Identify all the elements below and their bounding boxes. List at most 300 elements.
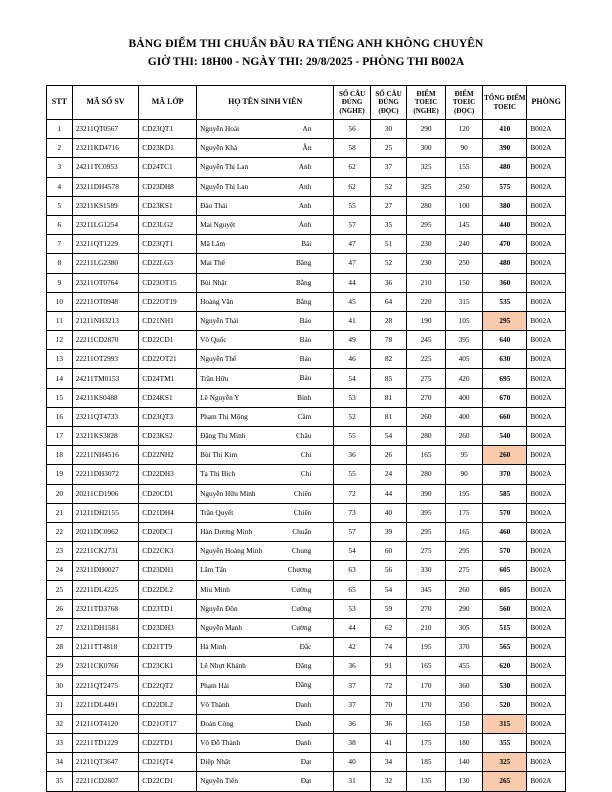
row-room: B002A	[527, 235, 566, 254]
row-class-code: CD23OT15	[139, 273, 197, 292]
row-surname: Nguyễn Mạnh	[200, 622, 243, 632]
row-room: B002A	[527, 446, 566, 465]
table-row	[47, 331, 566, 350]
row-stt: 8	[47, 254, 73, 273]
row-listening-score: 175	[407, 734, 446, 753]
row-reading-score: 315	[445, 292, 483, 311]
row-stt: 14	[47, 369, 73, 388]
row-room: B002A	[527, 427, 566, 446]
row-room: B002A	[527, 657, 566, 676]
row-stt: 16	[47, 407, 73, 426]
row-reading-correct: 82	[370, 350, 406, 369]
row-reading-score: 305	[445, 618, 483, 637]
row-listening-correct: 55	[334, 427, 370, 446]
row-reading-score: 400	[445, 407, 483, 426]
row-full-name	[197, 215, 334, 234]
row-room: B002A	[527, 580, 566, 599]
row-total-score: 470	[483, 235, 527, 254]
table-row	[47, 292, 566, 311]
row-full-name	[197, 580, 334, 599]
row-total-score: 605	[483, 580, 527, 599]
row-total-score: 370	[483, 465, 527, 484]
row-total-score: 315	[483, 714, 527, 733]
table-row	[47, 484, 566, 503]
row-class-code: CD21QT4	[139, 753, 197, 772]
row-student-id: 23211KS1589	[72, 196, 138, 215]
row-given-name: Bình	[297, 392, 312, 402]
row-stt: 32	[47, 714, 73, 733]
row-surname: Nguyễn Thị Lan	[200, 162, 249, 172]
row-student-id: 23211QT1229	[72, 235, 138, 254]
row-given-name: Danh	[295, 699, 312, 709]
row-class-code: CD23LG2	[139, 215, 197, 234]
row-class-code: CD21DH4	[139, 503, 197, 522]
row-student-id: 20211DC0962	[72, 522, 138, 541]
row-reading-score: 150	[445, 273, 483, 292]
row-room: B002A	[527, 503, 566, 522]
row-class-code: CD22DL2	[139, 580, 197, 599]
row-class-code: CD20CD1	[139, 484, 197, 503]
row-reading-correct: 78	[370, 331, 406, 350]
row-full-name	[197, 676, 334, 695]
row-listening-correct: 65	[334, 580, 370, 599]
row-room: B002A	[527, 676, 566, 695]
row-stt: 30	[47, 676, 73, 695]
row-full-name	[197, 427, 334, 446]
row-surname: Trần Hữu	[200, 373, 229, 383]
row-student-id: 21211OT4120	[72, 714, 138, 733]
row-surname: Miu Minh	[200, 584, 230, 594]
row-student-id: 23211KD4716	[72, 139, 138, 158]
row-total-score: 325	[483, 753, 527, 772]
row-given-name: Cường	[291, 584, 312, 594]
row-stt: 17	[47, 427, 73, 446]
row-listening-correct: 63	[334, 561, 370, 580]
row-listening-correct: 73	[334, 503, 370, 522]
row-listening-score: 325	[407, 177, 446, 196]
row-listening-score: 135	[407, 772, 446, 791]
row-surname: Đặng Thị Minh	[200, 431, 246, 441]
row-room: B002A	[527, 158, 566, 177]
row-given-name: Chi	[300, 469, 312, 479]
row-full-name	[197, 561, 334, 580]
row-reading-correct: 44	[370, 484, 406, 503]
table-row	[47, 695, 566, 714]
row-student-id: 23211DH4578	[72, 177, 138, 196]
row-total-score: 570	[483, 542, 527, 561]
row-reading-score: 395	[445, 331, 483, 350]
row-surname: Nguyễn Khả	[200, 143, 238, 153]
row-total-score: 630	[483, 350, 527, 369]
row-full-name	[197, 695, 334, 714]
row-total-score: 380	[483, 196, 527, 215]
row-given-name: Ánh	[298, 219, 312, 229]
row-total-score: 575	[483, 177, 527, 196]
row-class-code: CD23DH1	[139, 561, 197, 580]
table-row	[47, 158, 566, 177]
row-given-name: Danh	[295, 738, 312, 747]
row-listening-correct: 54	[334, 542, 370, 561]
row-class-code: CD23TD1	[139, 599, 197, 618]
row-surname: Hà Minh	[200, 642, 227, 652]
row-reading-score: 260	[445, 580, 483, 599]
row-reading-correct: 64	[370, 292, 406, 311]
row-listening-score: 295	[407, 522, 446, 541]
row-listening-correct: 44	[334, 273, 370, 292]
row-reading-score: 295	[445, 542, 483, 561]
table-row	[47, 561, 566, 580]
row-listening-correct: 47	[334, 254, 370, 273]
row-class-code: CD22LG3	[139, 254, 197, 273]
row-reading-correct: 70	[370, 695, 406, 714]
table-row	[47, 235, 566, 254]
row-stt: 2	[47, 139, 73, 158]
row-given-name: Chiến	[293, 507, 312, 517]
row-stt: 13	[47, 350, 73, 369]
row-given-name: Đạt	[300, 776, 312, 786]
row-total-score: 670	[483, 388, 527, 407]
row-stt: 5	[47, 196, 73, 215]
row-listening-correct: 49	[334, 331, 370, 350]
row-stt: 25	[47, 580, 73, 599]
row-student-id: 23211LG1254	[72, 215, 138, 234]
row-listening-score: 230	[407, 235, 446, 254]
row-listening-score: 165	[407, 714, 446, 733]
row-given-name: An	[302, 124, 312, 133]
row-surname: Nguyễn Hữu Minh	[200, 488, 256, 498]
row-surname: Bùi Nhật	[200, 277, 227, 287]
row-room: B002A	[527, 196, 566, 215]
row-listening-correct: 62	[334, 158, 370, 177]
row-reading-correct: 35	[370, 215, 406, 234]
row-listening-score: 210	[407, 618, 446, 637]
row-surname: Nguyễn Thế	[200, 354, 237, 364]
row-reading-score: 400	[445, 388, 483, 407]
row-reading-score: 130	[445, 772, 483, 791]
row-reading-correct: 91	[370, 657, 406, 676]
row-reading-correct: 34	[370, 753, 406, 772]
row-listening-correct: 36	[334, 446, 370, 465]
row-surname: Đoàn Công	[200, 718, 234, 728]
row-student-id: 24211TC0953	[72, 158, 138, 177]
row-student-id: 22211CD2870	[72, 331, 138, 350]
row-student-id: 21211QT3647	[72, 753, 138, 772]
row-given-name: Đạt	[300, 757, 312, 767]
row-listening-correct: 40	[334, 753, 370, 772]
row-total-score: 410	[483, 120, 527, 139]
row-listening-score: 395	[407, 503, 446, 522]
row-reading-score: 120	[445, 120, 483, 139]
row-stt: 23	[47, 542, 73, 561]
row-stt: 11	[47, 311, 73, 330]
row-full-name	[197, 772, 334, 791]
row-total-score: 605	[483, 561, 527, 580]
row-total-score: 355	[483, 734, 527, 753]
row-listening-correct: 37	[334, 676, 370, 695]
row-listening-correct: 52	[334, 407, 370, 426]
row-surname: Trần Quyết	[200, 507, 234, 517]
row-reading-correct: 26	[370, 446, 406, 465]
row-class-code: CD23QT3	[139, 407, 197, 426]
row-total-score: 540	[483, 427, 527, 446]
table-row	[47, 177, 566, 196]
row-room: B002A	[527, 177, 566, 196]
header-listening-score: ĐIỂM TOEIC (NGHE)	[407, 86, 446, 120]
row-given-name: Anh	[298, 200, 312, 210]
row-given-name: Chiến	[293, 488, 312, 498]
row-surname: Mã Lâm	[200, 239, 226, 249]
row-listening-score: 330	[407, 561, 446, 580]
row-stt: 6	[47, 215, 73, 234]
row-student-id: 23211QT4733	[72, 407, 138, 426]
row-full-name	[197, 254, 334, 273]
row-reading-score: 260	[445, 427, 483, 446]
row-listening-correct: 36	[334, 657, 370, 676]
table-row	[47, 254, 566, 273]
row-room: B002A	[527, 638, 566, 657]
row-reading-correct: 54	[370, 580, 406, 599]
row-reading-score: 140	[445, 753, 483, 772]
row-full-name	[197, 714, 334, 733]
row-student-id: 22211DL4491	[72, 695, 138, 714]
table-row	[47, 542, 566, 561]
row-room: B002A	[527, 120, 566, 139]
row-reading-correct: 59	[370, 599, 406, 618]
row-reading-correct: 60	[370, 542, 406, 561]
row-room: B002A	[527, 331, 566, 350]
row-student-id: 21211DH2155	[72, 503, 138, 522]
row-listening-correct: 47	[334, 235, 370, 254]
row-given-name: Anh	[298, 162, 312, 172]
row-student-id: 23211DH1581	[72, 618, 138, 637]
row-reading-correct: 40	[370, 503, 406, 522]
row-full-name	[197, 369, 334, 388]
row-surname: Đào Thái	[200, 200, 228, 210]
row-room: B002A	[527, 465, 566, 484]
row-reading-score: 145	[445, 215, 483, 234]
row-room: B002A	[527, 772, 566, 791]
row-listening-score: 170	[407, 695, 446, 714]
row-total-score: 560	[483, 599, 527, 618]
row-surname: Nguyễn Hoàng Minh	[200, 546, 263, 556]
row-total-score: 260	[483, 446, 527, 465]
row-total-score: 570	[483, 503, 527, 522]
row-room: B002A	[527, 734, 566, 753]
row-room: B002A	[527, 369, 566, 388]
row-reading-correct: 52	[370, 254, 406, 273]
row-surname: Nguyễn Đôn	[200, 603, 238, 613]
row-reading-correct: 51	[370, 235, 406, 254]
exam-info: GIỜ THI: 18H00 - NGÀY THI: 29/8/2025 - PHÒNG THI B002A	[147, 56, 465, 68]
row-given-name: Báu	[299, 373, 312, 383]
row-given-name: Chi	[300, 450, 312, 460]
table-row	[47, 465, 566, 484]
row-student-id: 22211CK2731	[72, 542, 138, 561]
row-reading-correct: 54	[370, 427, 406, 446]
row-reading-correct: 56	[370, 561, 406, 580]
row-reading-score: 150	[445, 714, 483, 733]
table-row	[47, 676, 566, 695]
row-stt: 29	[47, 657, 73, 676]
row-stt: 20	[47, 484, 73, 503]
row-student-id: 22211QT2475	[72, 676, 138, 695]
header-full-name: HỌ TÊN SINH VIÊN	[197, 86, 334, 120]
row-listening-correct: 57	[334, 522, 370, 541]
row-surname: Nguyễn Hoài	[200, 124, 240, 134]
row-reading-correct: 39	[370, 522, 406, 541]
row-listening-score: 390	[407, 484, 446, 503]
row-full-name	[197, 292, 334, 311]
row-class-code: CD23QT1	[139, 120, 197, 139]
row-listening-score: 280	[407, 196, 446, 215]
score-table	[46, 85, 566, 792]
row-stt: 9	[47, 273, 73, 292]
row-listening-score: 165	[407, 657, 446, 676]
row-student-id: 21211TT4818	[72, 638, 138, 657]
row-reading-correct: 37	[370, 158, 406, 177]
row-class-code: CD20DC1	[139, 522, 197, 541]
row-reading-correct: 74	[370, 638, 406, 657]
row-listening-score: 295	[407, 215, 446, 234]
row-stt: 18	[47, 446, 73, 465]
row-surname: Diệp Nhật	[200, 757, 231, 767]
row-class-code: CD21TT9	[139, 638, 197, 657]
row-listening-score: 185	[407, 753, 446, 772]
table-row	[47, 388, 566, 407]
row-reading-correct: 52	[370, 177, 406, 196]
table-row	[47, 753, 566, 772]
row-listening-correct: 55	[334, 196, 370, 215]
row-reading-score: 370	[445, 638, 483, 657]
row-reading-score: 360	[445, 676, 483, 695]
row-total-score: 360	[483, 273, 527, 292]
row-surname: Nguyễn Thị Lan	[200, 181, 249, 191]
table-row	[47, 638, 566, 657]
table-row	[47, 273, 566, 292]
row-room: B002A	[527, 407, 566, 426]
row-full-name	[197, 446, 334, 465]
row-surname: Nguyễn Thái	[200, 315, 239, 325]
row-stt: 31	[47, 695, 73, 714]
row-surname: Lê Nhựt Khánh	[200, 661, 246, 671]
row-reading-correct: 24	[370, 465, 406, 484]
row-stt: 22	[47, 522, 73, 541]
row-surname: Tạ Thị Bích	[200, 469, 236, 479]
row-listening-score: 345	[407, 580, 446, 599]
row-reading-score: 250	[445, 254, 483, 273]
row-listening-correct: 55	[334, 465, 370, 484]
table-row	[47, 427, 566, 446]
row-full-name	[197, 407, 334, 426]
document-title: BẢNG ĐIỂM THI CHUẨN ĐẦU RA TIẾNG ANH KHÔNG CHUYÊN	[128, 38, 484, 50]
table-row	[47, 446, 566, 465]
row-total-score: 620	[483, 657, 527, 676]
row-total-score: 480	[483, 254, 527, 273]
row-room: B002A	[527, 542, 566, 561]
table-row	[47, 522, 566, 541]
row-room: B002A	[527, 139, 566, 158]
row-surname: Lê Nguyễn Y	[200, 392, 240, 402]
row-room: B002A	[527, 388, 566, 407]
row-surname: Mai Thế	[200, 258, 225, 268]
header-stt: STT	[47, 86, 73, 120]
row-listening-score: 190	[407, 311, 446, 330]
row-class-code: CD22CD1	[139, 331, 197, 350]
row-full-name	[197, 196, 334, 215]
row-reading-correct: 62	[370, 618, 406, 637]
row-student-id: 22211DH3072	[72, 465, 138, 484]
row-total-score: 530	[483, 676, 527, 695]
row-listening-score: 280	[407, 427, 446, 446]
row-class-code: CD22QT2	[139, 676, 197, 695]
row-total-score: 660	[483, 407, 527, 426]
row-given-name: Chuẩn	[292, 526, 312, 536]
row-class-code: CD23KS2	[139, 427, 197, 446]
header-class-code: MÃ LỚP	[139, 86, 197, 120]
row-surname: Võ Quốc	[200, 335, 227, 345]
row-listening-correct: 42	[334, 638, 370, 657]
row-room: B002A	[527, 484, 566, 503]
row-reading-score: 155	[445, 158, 483, 177]
table-row	[47, 407, 566, 426]
row-total-score: 585	[483, 484, 527, 503]
table-row	[47, 657, 566, 676]
row-full-name	[197, 484, 334, 503]
row-reading-score: 240	[445, 235, 483, 254]
table-row	[47, 196, 566, 215]
row-full-name	[197, 388, 334, 407]
row-stt: 3	[47, 158, 73, 177]
row-room: B002A	[527, 599, 566, 618]
row-total-score: 295	[483, 311, 527, 330]
row-given-name: Đắc	[299, 642, 312, 652]
table-row	[47, 714, 566, 733]
row-listening-score: 220	[407, 292, 446, 311]
row-full-name	[197, 503, 334, 522]
row-listening-correct: 54	[334, 369, 370, 388]
row-reading-correct: 28	[370, 311, 406, 330]
row-class-code: CD24TM1	[139, 369, 197, 388]
row-stt: 33	[47, 734, 73, 753]
row-full-name	[197, 177, 334, 196]
row-class-code: CD24KS1	[139, 388, 197, 407]
table-row	[47, 580, 566, 599]
row-student-id: 23211KS3828	[72, 427, 138, 446]
header-reading-score: ĐIỂM TOEIC (ĐỌC)	[445, 86, 483, 120]
row-reading-correct: 30	[370, 120, 406, 139]
row-full-name	[197, 542, 334, 561]
row-stt: 10	[47, 292, 73, 311]
row-full-name	[197, 273, 334, 292]
row-listening-correct: 72	[334, 484, 370, 503]
table-row	[47, 734, 566, 753]
table-row	[47, 772, 566, 791]
header-listening-correct: SỐ CÂU ĐÚNG (NGHE)	[334, 86, 370, 120]
row-surname: Lâm Tấn	[200, 565, 227, 575]
table-row	[47, 311, 566, 330]
row-student-id: 24211KS0488	[72, 388, 138, 407]
row-given-name: Băng	[295, 258, 312, 268]
row-listening-correct: 58	[334, 139, 370, 158]
row-total-score: 640	[483, 331, 527, 350]
row-class-code: CD22DH3	[139, 465, 197, 484]
row-stt: 35	[47, 772, 73, 791]
row-listening-score: 195	[407, 638, 446, 657]
row-full-name	[197, 734, 334, 753]
row-class-code: CD23KS1	[139, 196, 197, 215]
row-reading-score: 90	[445, 465, 483, 484]
row-listening-score: 165	[407, 446, 446, 465]
